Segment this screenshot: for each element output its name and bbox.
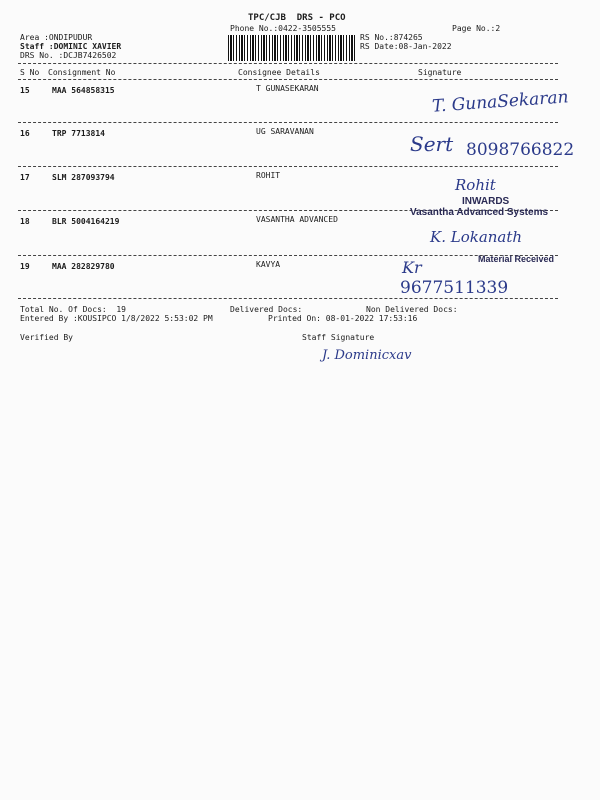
signature-row-19: Kr — [402, 258, 422, 277]
staff-signature: J. Dominicxav — [322, 348, 412, 363]
company-stamp: Vasantha Advanced Systems — [410, 207, 549, 218]
phone-row-19: 9677511339 — [400, 278, 509, 298]
signature-row-17: Rohit — [455, 176, 496, 194]
row-sno: 19 — [20, 262, 30, 271]
drs-number: DRS No. :DCJB7426502 — [20, 51, 117, 60]
row-consignment: BLR 5004164219 — [52, 217, 120, 226]
row-consignment: TRP 7713814 — [52, 129, 105, 138]
barcode — [228, 35, 355, 61]
row-sno: 16 — [20, 129, 30, 138]
divider — [18, 166, 558, 167]
row-sno: 18 — [20, 217, 30, 226]
entered-by: Entered By :KOUSIPCO 1/8/2022 5:53:02 PM — [20, 314, 213, 323]
row-consignee: VASANTHA ADVANCED — [256, 215, 338, 224]
divider — [18, 298, 558, 299]
phone-number: Phone No.:0422-3505555 — [230, 24, 336, 33]
document-title: TPC/CJB DRS - PCO — [248, 13, 346, 23]
row-consignee: T GUNASEKARAN — [256, 84, 319, 93]
staff-name: Staff :DOMINIC XAVIER — [20, 42, 122, 51]
divider — [18, 122, 558, 123]
area: Area :ONDIPUDUR — [20, 33, 93, 42]
signature-row-18: K. Lokanath — [430, 228, 523, 246]
staff-signature-label: Staff Signature — [302, 333, 375, 342]
rs-number: RS No.:874265 — [360, 33, 423, 42]
row-consignee: KAVYA — [256, 260, 281, 269]
column-header-signature: Signature — [418, 68, 462, 77]
non-delivered-docs: Non Delivered Docs: — [366, 305, 458, 314]
column-header-sno: S No — [20, 68, 40, 77]
verified-by-label: Verified By — [20, 333, 73, 342]
row-sno: 17 — [20, 173, 30, 182]
inwards-stamp: INWARDS — [462, 196, 510, 207]
signature-row-16: Sert — [410, 132, 454, 156]
rs-date: RS Date:08-Jan-2022 — [360, 42, 452, 51]
row-consignee: UG SARAVANAN — [256, 127, 314, 136]
delivered-docs: Delivered Docs: — [230, 305, 303, 314]
column-header-consignee: Consignee Details — [238, 68, 320, 77]
page-number: Page No.:2 — [452, 24, 501, 33]
signature-row-15: T. GunaSekaran — [431, 87, 570, 117]
column-header-consignment: Consignment No — [48, 68, 116, 77]
phone-row-16: 8098766822 — [466, 140, 575, 160]
divider — [18, 63, 558, 64]
row-sno: 15 — [20, 86, 30, 95]
row-consignment: MAA 282829780 — [52, 262, 115, 271]
row-consignment: MAA 564858315 — [52, 86, 115, 95]
divider — [18, 255, 558, 256]
divider — [18, 79, 558, 80]
printed-on: Printed On: 08-01-2022 17:53:16 — [268, 314, 418, 323]
row-consignee: ROHIT — [256, 171, 281, 180]
material-received-stamp: Material Received — [478, 254, 555, 264]
row-consignment: SLM 287093794 — [52, 173, 115, 182]
total-docs: Total No. Of Docs: 19 — [20, 305, 126, 314]
